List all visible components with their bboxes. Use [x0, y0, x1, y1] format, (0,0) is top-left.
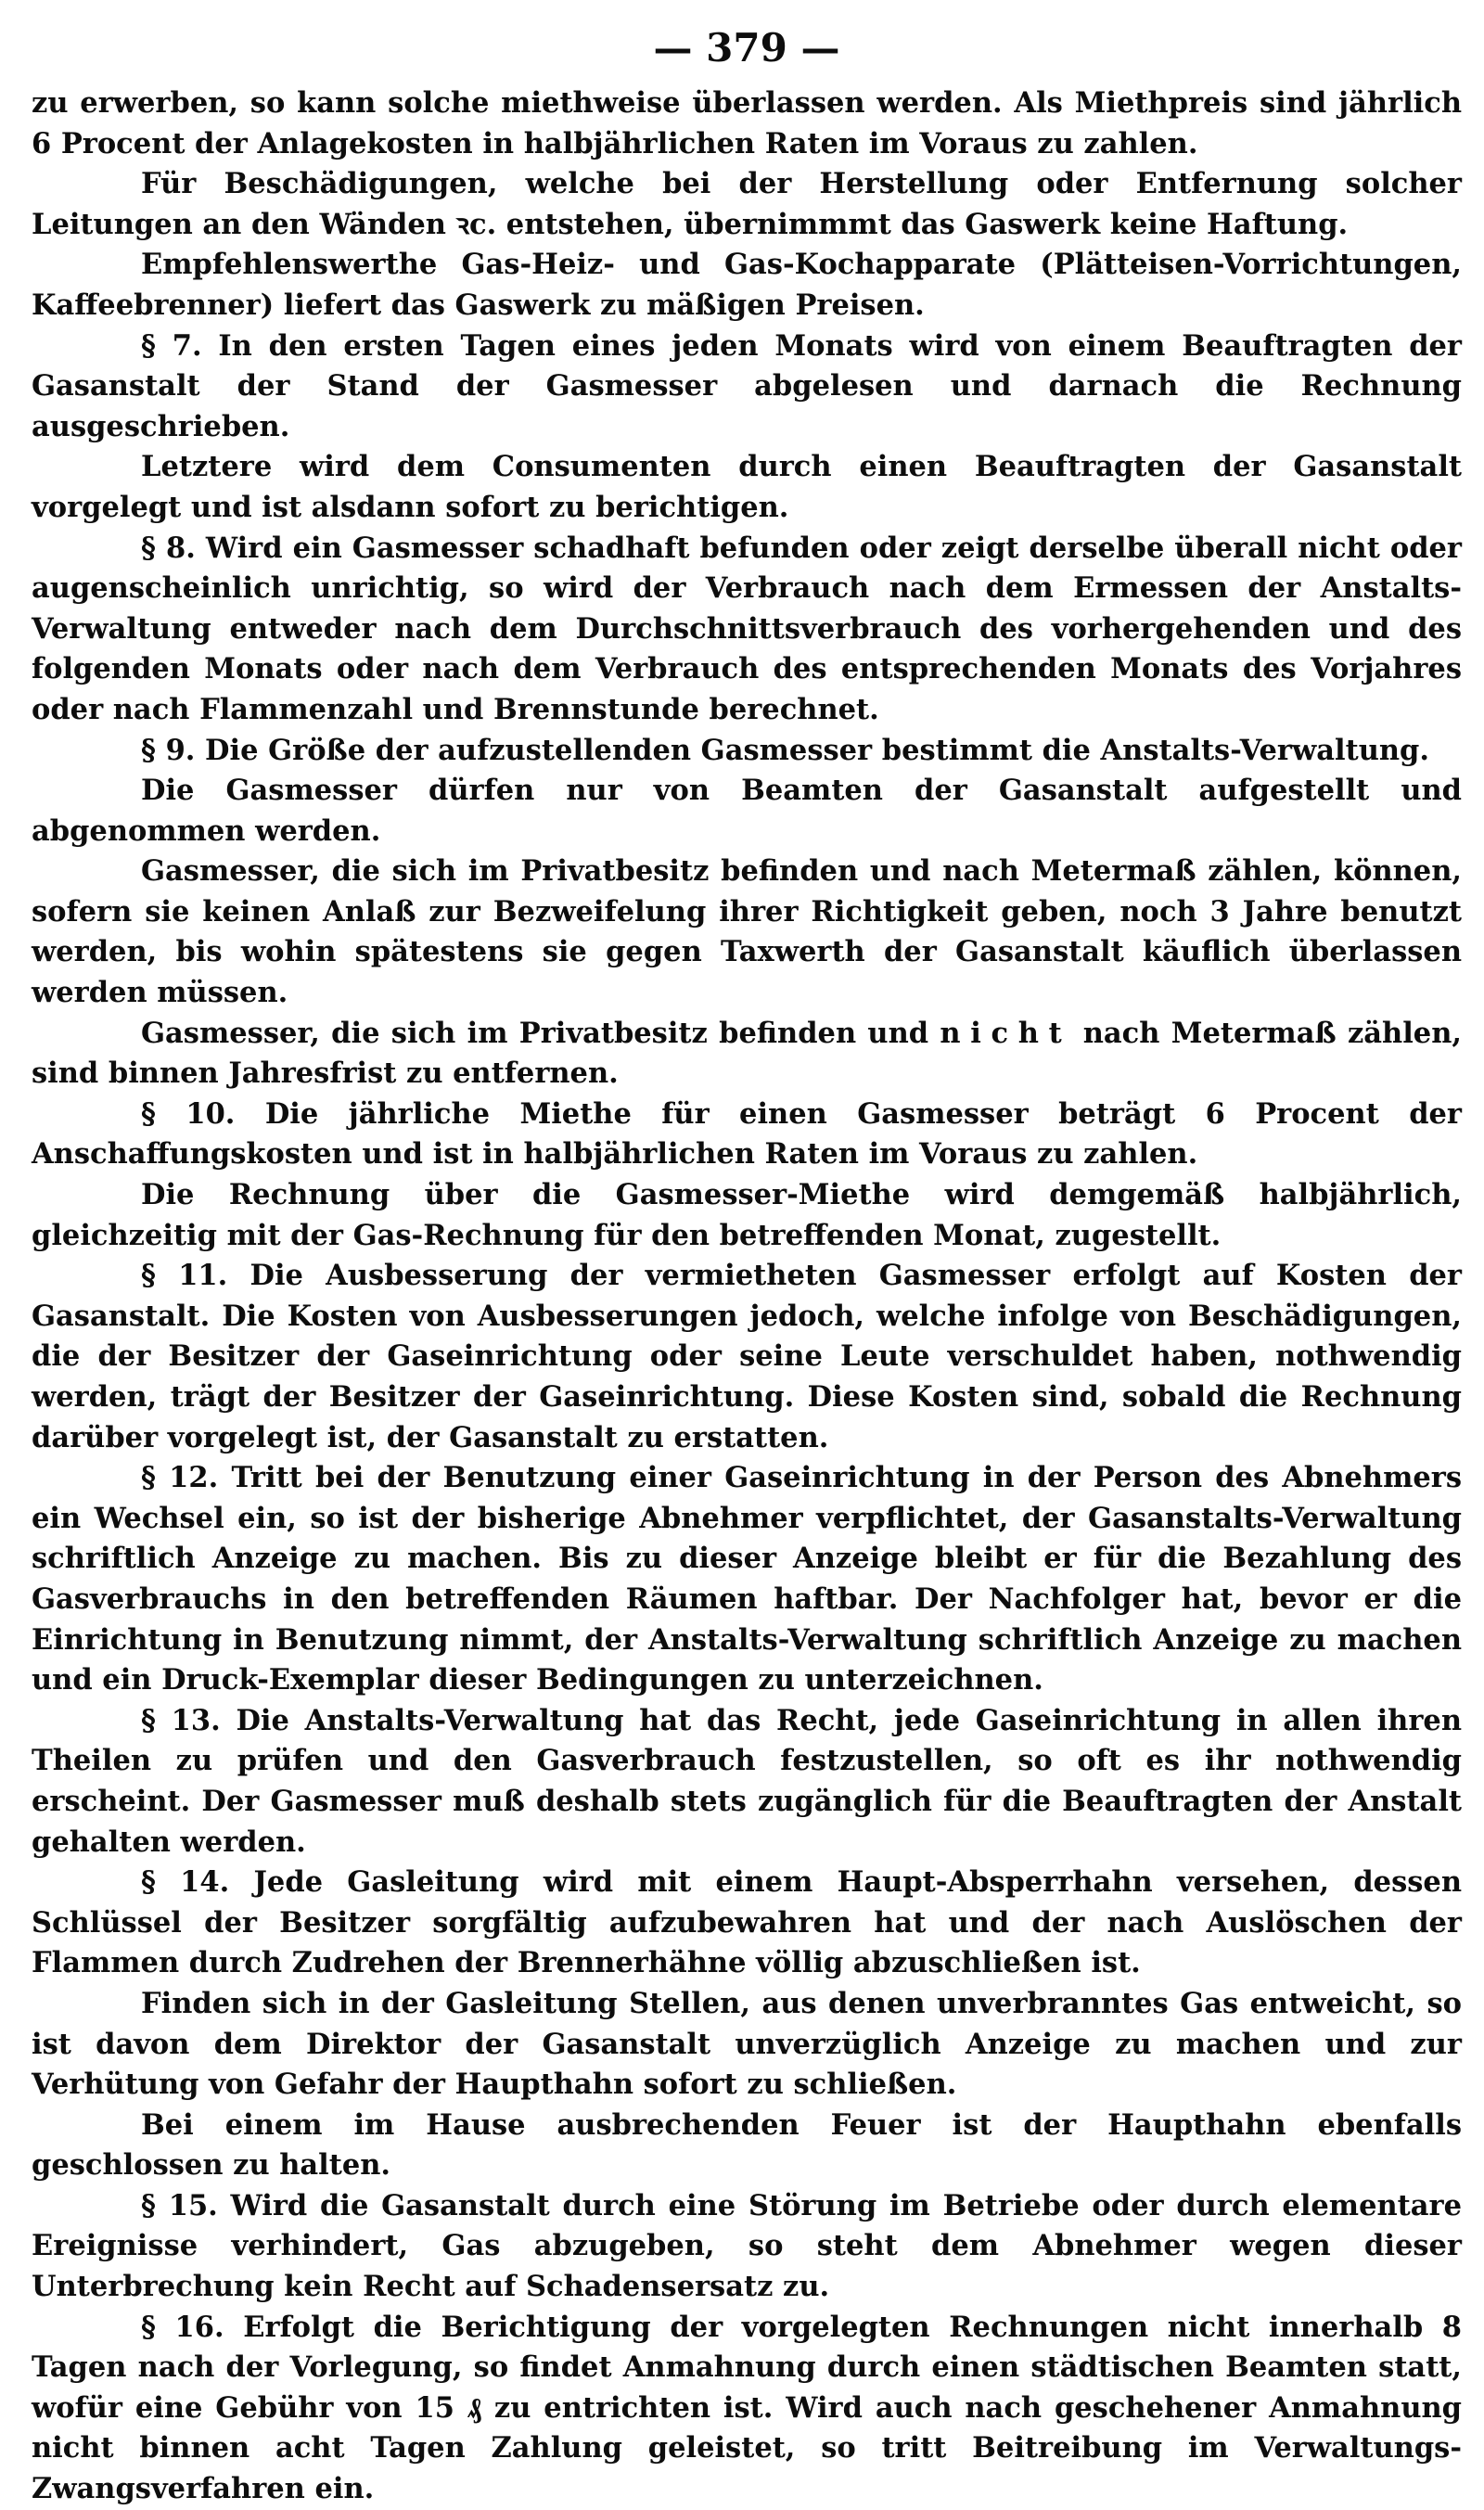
- section-11: § 11. Die Ausbesserung der vermietheten Gasmesser erfolgt auf Kosten der Gasanstalt. Die Kosten von Ausbesserungen jedoch, welche infolge von Beschädigungen, die der Besitzer der Gaseinrichtung oder seine Leute verschuldet haben, nothwendig werden, trägt der Besitzer der Gaseinrichtung. Diese Kosten sind, sobald die Rechnung darüber vorgelegt ist, der Gasanstalt zu erstatten.: [32, 1259, 1462, 1454]
- paragraph-private-meters-removal-end: nach Metermaß zählen, sind binnen Jahresfrist zu entfernen.: [32, 1016, 1462, 1091]
- paragraph-appliances: Empfehlenswerthe Gas-Heiz- und Gas-Kochapparate (Plätteisen-Vorrichtungen, Kaffeebrenner) liefert das Gaswerk zu mäßigen Preisen.: [32, 248, 1462, 322]
- section-7: § 7. In den ersten Tagen eines jeden Monats wird von einem Beauftragten der Gasanstalt der Stand der Gasmesser abgelesen und darnach die Rechnung ausgeschrieben.: [32, 328, 1462, 443]
- section-15: § 15. Wird die Gasanstalt durch eine Störung im Betriebe oder durch elementare Ereignisse verhindert, Gas abzugeben, so steht dem Abnehmer wegen dieser Unterbrechung kein Recht auf Schadensersatz zu.: [32, 2188, 1462, 2304]
- section-16: § 16. Erfolgt die Berichtigung der vorgelegten Rechnungen nicht innerhalb 8 Tagen nach der Vorlegung, so findet Anmahnung durch einen städtischen Beamten statt, wofür eine Gebühr von 15 ₰ zu entrichten ist. Wird auch nach geschehener Anmahnung nicht binnen acht Tagen Zahlung geleistet, so tritt Beitreibung im Verwaltungs-Zwangsverfahren ein.: [32, 2310, 1462, 2506]
- paragraph-gas-leak: Finden sich in der Gasleitung Stellen, aus denen unverbranntes Gas entweicht, so ist davon dem Direktor der Gasanstalt unverzüglich Anzeige zu machen und zur Verhütung von Gefahr der Haupthahn sofort zu schließen.: [32, 1986, 1462, 2102]
- paragraph-private-meters: Gasmesser, die sich im Privatbesitz befinden und nach Metermaß zählen, können, sofern sie keinen Anlaß zur Bezweifelung ihrer Richtigkeit geben, noch 3 Jahre benutzt werden, bis wohin spätestens sie gegen Taxwerth der Gasanstalt käuflich überlassen werden müssen.: [32, 854, 1462, 1010]
- section-14: § 14. Jede Gasleitung wird mit einem Haupt-Absperrhahn versehen, dessen Schlüssel der Besitzer sorgfältig aufzubewahren hat und der nach Auslöschen der Flammen durch Zudrehen der Brennerhähne völlig abzuschließen ist.: [32, 1865, 1462, 1980]
- page-number: — 379 —: [653, 25, 840, 70]
- paragraph-damage-liability: Für Beschädigungen, welche bei der Herstellung oder Entfernung solcher Leitungen an den Wänden ꝛc. entstehen, übernimmmt das Gaswerk keine Haftung.: [32, 167, 1462, 241]
- paragraph-meter-rent-invoice: Die Rechnung über die Gasmesser-Miethe wird demgemäß halbjährlich, gleichzeitig mit der Gas-Rechnung für den betreffenden Monat, zugestellt.: [32, 1178, 1462, 1252]
- section-13: § 13. Die Anstalts-Verwaltung hat das Recht, jede Gaseinrichtung in allen ihren Theilen zu prüfen und den Gasverbrauch festzustellen, so oft es ihr nothwendig erscheint. Der Gasmesser muß deshalb stets zugänglich für die Beauftragten der Anstalt gehalten werden.: [32, 1703, 1462, 1859]
- section-8: § 8. Wird ein Gasmesser schadhaft befunden oder zeigt derselbe überall nicht oder augenscheinlich unrichtig, so wird der Verbrauch nach dem Ermessen der Anstalts-Verwaltung entweder nach dem Durchschnittsverbrauch des vorhergehenden und des folgenden Monats oder nach dem Verbrauch des entsprechenden Monats des Vorjahres oder nach Flammenzahl und Brennstunde berechnet.: [32, 531, 1462, 726]
- paragraph-private-meters-removal-start: Gasmesser, die sich im Privatbesitz befinden und: [141, 1016, 940, 1050]
- paragraph-meter-installation: Die Gasmesser dürfen nur von Beamten der Gasanstalt aufgestellt und abgenommen werden.: [32, 774, 1462, 848]
- emphasis-nicht: nicht: [940, 1016, 1072, 1050]
- section-9: § 9. Die Größe der aufzustellenden Gasmesser bestimmt die Anstalts-Verwaltung.: [141, 733, 1429, 767]
- paragraph-invoice-payment: Letztere wird dem Consumenten durch einen Beauftragten der Gasanstalt vorgelegt und ist alsdann sofort zu berichtigen.: [32, 450, 1462, 524]
- section-12: § 12. Tritt bei der Benutzung einer Gaseinrichtung in der Person des Abnehmers ein Wechsel ein, so ist der bisherige Abnehmer verpflichtet, der Gasanstalts-Verwaltung schriftlich Anzeige zu machen. Bis zu dieser Anzeige bleibt er für die Bezahlung des Gasverbrauchs in den betreffenden Räumen haftbar. Der Nachfolger hat, bevor er die Einrichtung in Benutzung nimmt, der Anstalts-Verwaltung schriftlich Anzeige zu machen und ein Druck-Exemplar dieser Bedingungen zu unterzeichnen.: [32, 1461, 1462, 1697]
- paragraph-fire: Bei einem im Hause ausbrechenden Feuer ist der Haupthahn ebenfalls geschlossen zu halten.: [32, 2107, 1462, 2183]
- section-10: § 10. Die jährliche Miethe für einen Gasmesser beträgt 6 Procent der Anschaffungskosten und ist in halbjährlichen Raten im Voraus zu zahlen.: [32, 1096, 1462, 1172]
- paragraph-private-meters-removal: [32, 1014, 1462, 1095]
- paragraph-continuation: zu erwerben, so kann solche miethweise überlassen werden. Als Miethpreis sind jährlich 6 Procent der Anlagekosten in halbjährlichen Raten im Voraus zu zahlen.: [32, 86, 1462, 160]
- body-text: [32, 83, 1462, 2510]
